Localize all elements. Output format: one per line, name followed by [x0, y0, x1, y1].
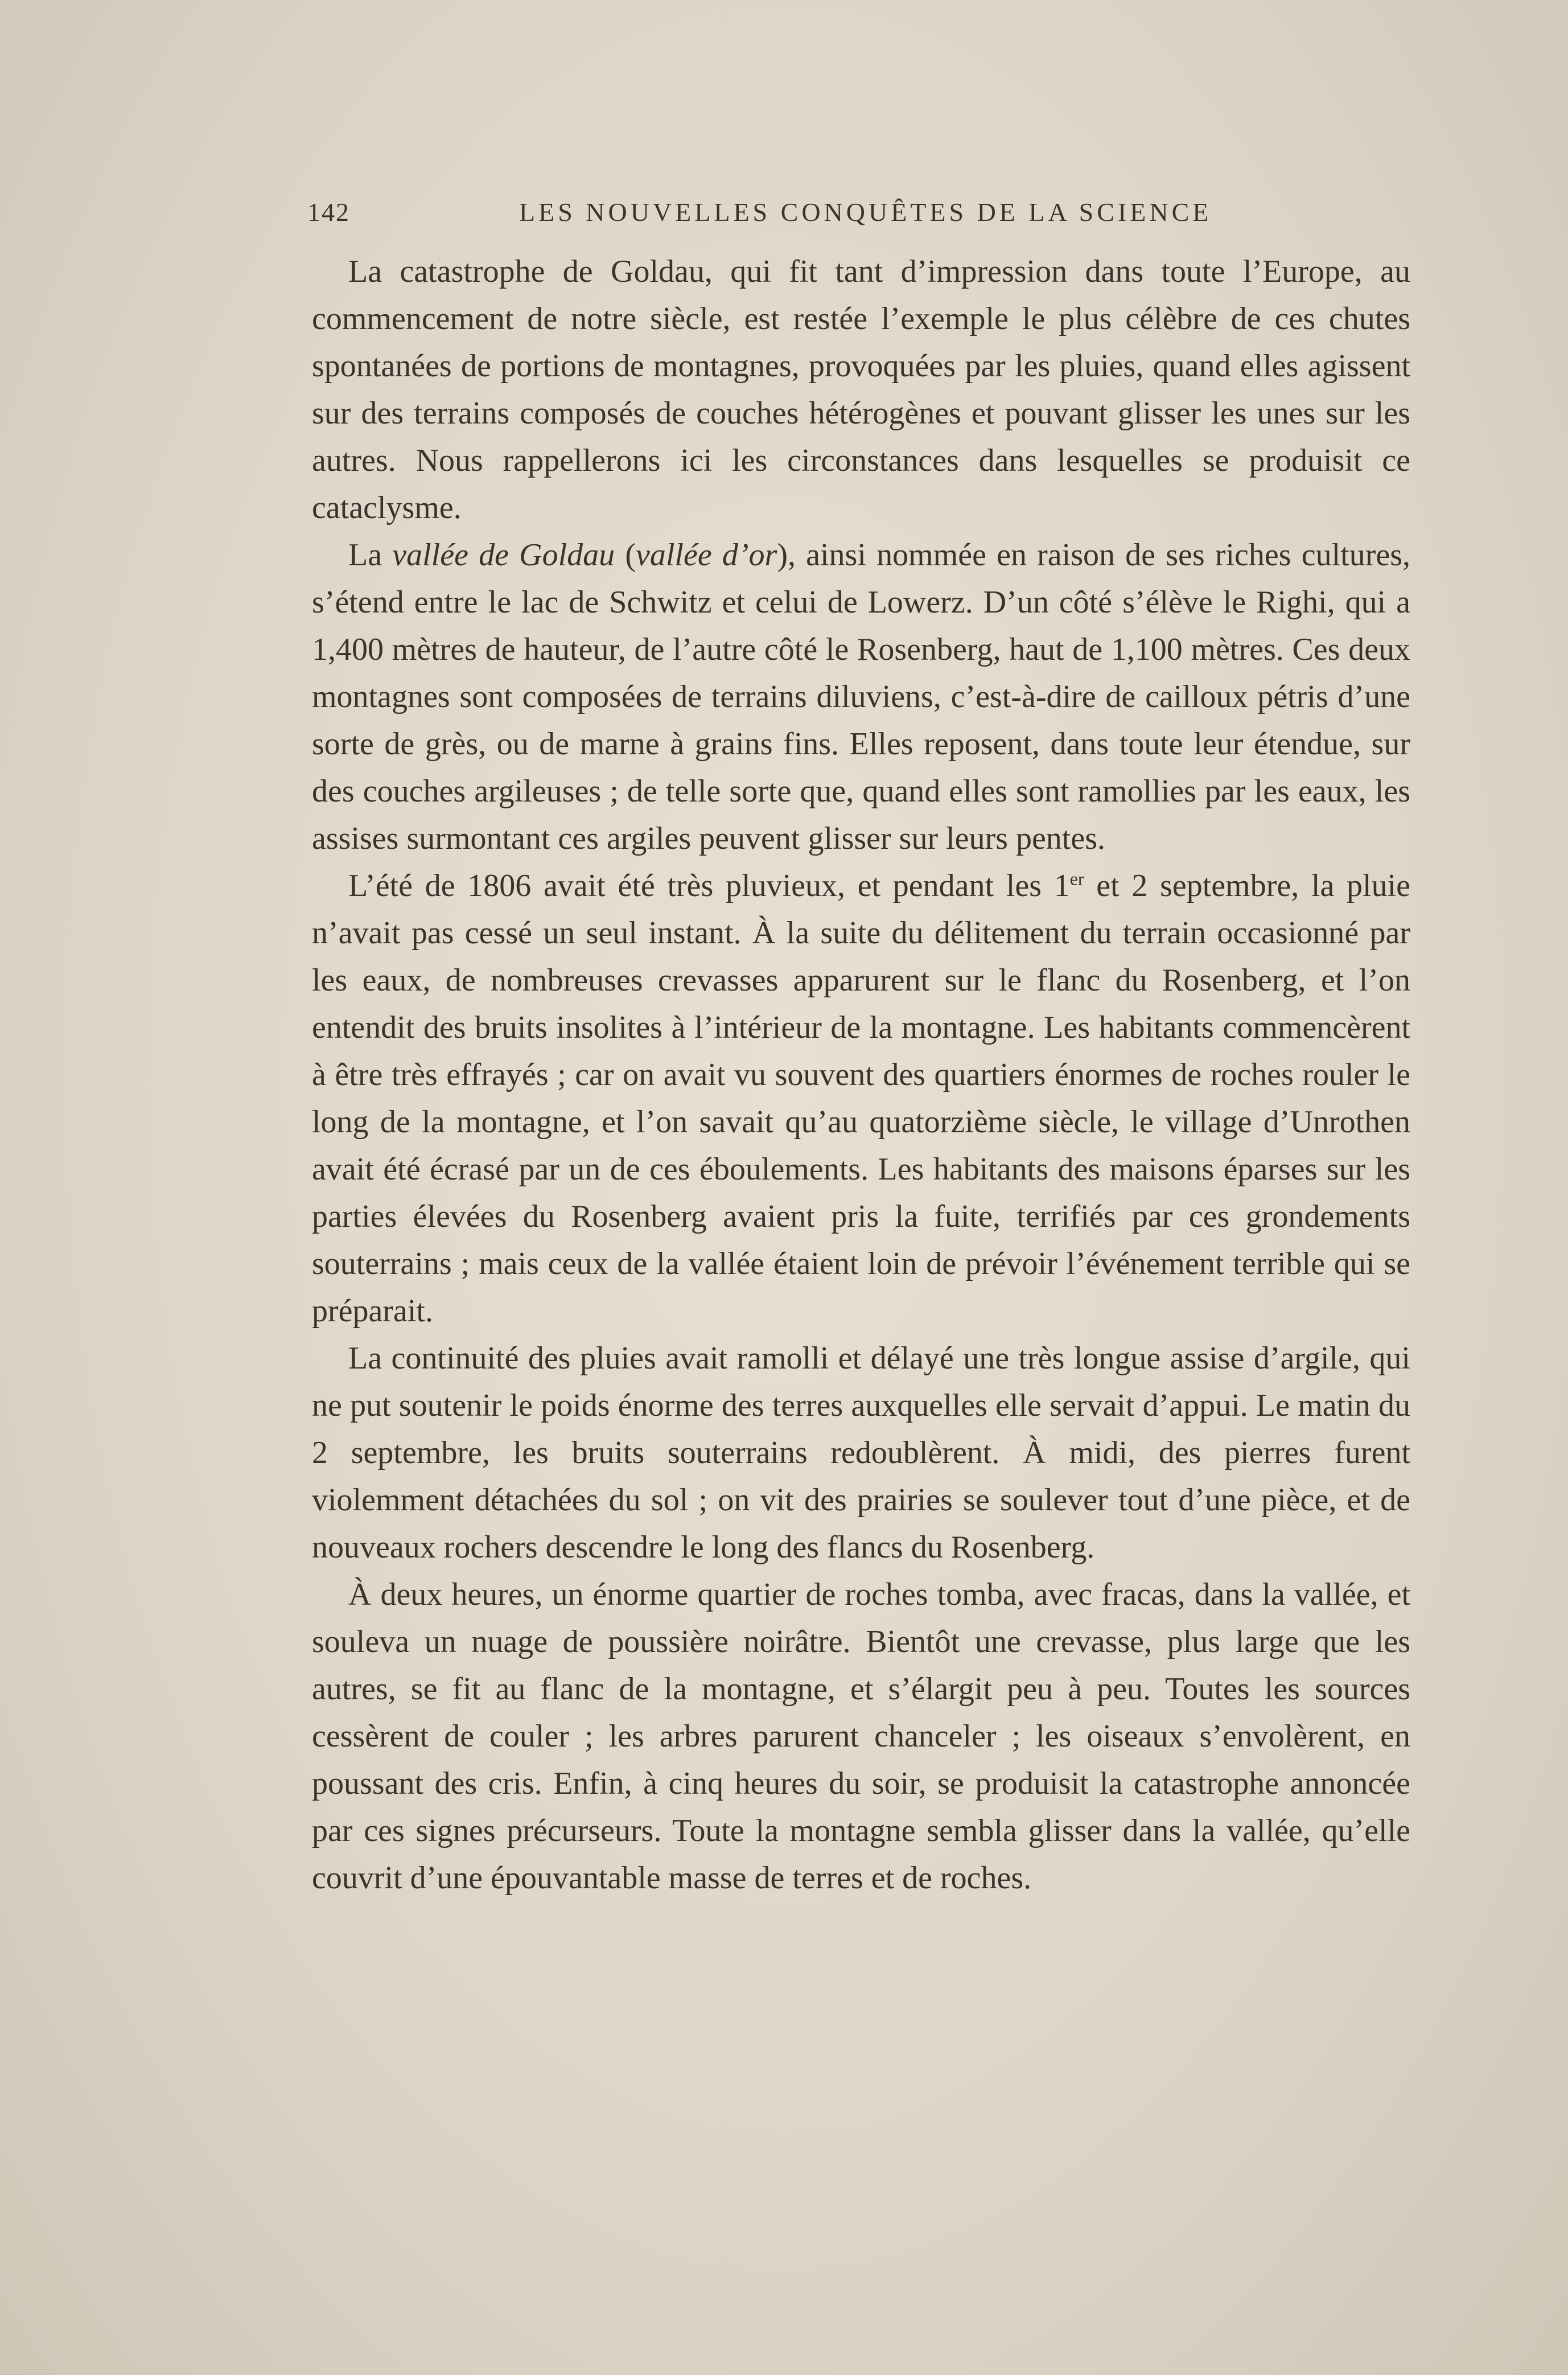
- paragraph-catastrophe: À deux heures, un énorme quartier de roches tomba, avec fracas, dans la vallée, et souleva un nuage de poussière noirâtre. Bientôt une crevasse, plus large que les autres, se fit au flanc de la montagne, et s’élargit peu à peu. Toutes les sources cessèrent de couler ; les arbres parurent chanceler ; les oiseaux s’envolèrent, en poussant des cris. Enfin, à cinq heures du soir, se produisit la catastrophe annoncée par ces signes précurseurs. Toute la montagne sembla glisser dans la vallée, qu’elle couvrit d’une épouvantable masse de terres et de roches.: [312, 1577, 1410, 1896]
- page-header: [307, 197, 1275, 237]
- paragraph-rest: ), ainsi nommée en raison de ses riches cultures, s’étend entre le lac de Schwitz et celui de Lowerz. D’un côté s’élève le Righi, qui a 1,400 mètres de hauteur, de l’autre côté le Rosenberg, haut de 1,100 mètres. Ces deux montagnes sont composées de terrains diluviens, c’est-à-dire de cailloux pétris d’une sorte de grès, ou de marne à grains fins. Elles reposent, dans toute leur étendue, sur des couches argileuses ; de telle sorte que, quand elles sont ramollies par les eaux, les assises surmontant ces argiles peuvent glisser sur leurs pentes.: [312, 537, 1411, 856]
- paren-open: (: [615, 537, 636, 573]
- paragraph-valley-description: [312, 532, 1410, 862]
- paragraph-clay-layer: La continuité des pluies avait ramolli et délayé une très longue assise d’argile, qui ne put soutenir le poids énorme des terres auxquelles elle servait d’appui. Le matin du 2 septembre, les bruits souterrains redoublèrent. À midi, des pierres furent violemment détachées du sol ; on vit des prairies se soulever tout d’une pièce, et de nouveaux rochers descendre le long des flancs du Rosenberg.: [312, 1341, 1410, 1565]
- superscript-er: er: [1069, 868, 1084, 889]
- running-title: LES NOUVELLES CONQUÊTES DE LA SCIENCE: [519, 198, 1212, 227]
- paragraph-goldau-intro: La catastrophe de Goldau, qui fit tant d’impression dans toute l’Europe, au commencement de notre siècle, est restée l’exemple le plus célèbre de ces chutes spontanées de portions de montagnes, provoquées par les pluies, quand elles agissent sur des terrains composés de couches hétérogènes et pouvant glisser les unes sur les autres. Nous rappellerons ici les circonstances dans lesquelles se produisit ce cataclysme.: [312, 254, 1410, 525]
- italic-vallee-de-goldau: vallée de Goldau: [392, 537, 615, 573]
- page-number: 142: [307, 198, 350, 227]
- paragraph-lead: La: [348, 537, 393, 573]
- paragraph-rest: et 2 septembre, la pluie n’avait pas cessé un seul instant. À la suite du délitement du terrain occasionné par les eaux, de nombreuses crevasses apparurent sur le flanc du Rosenberg, et l’on entendit des bruits insolites à l’intérieur de la montagne. Les habitants commencèrent à être très effrayés ; car on avait vu souvent des quartiers énormes de roches rouler le long de la montagne, et l’on savait qu’au quatorzième siècle, le village d’Unrothen avait été écrasé par un de ces éboulements. Les habitants des maisons éparses sur les parties élevées du Rosenberg avaient pris la fuite, terrifiés par ces grondements souterrains ; mais ceux de la vallée étaient loin de prévoir l’événement terrible qui se préparait.: [312, 868, 1410, 1329]
- paragraph-lead: L’été de 1806 avait été très pluvieux, et pendant les 1: [348, 868, 1070, 903]
- italic-vallee-dor: vallée d’or: [636, 537, 777, 573]
- paragraph-summer-1806: [312, 862, 1410, 1335]
- body-text: [312, 248, 1410, 1902]
